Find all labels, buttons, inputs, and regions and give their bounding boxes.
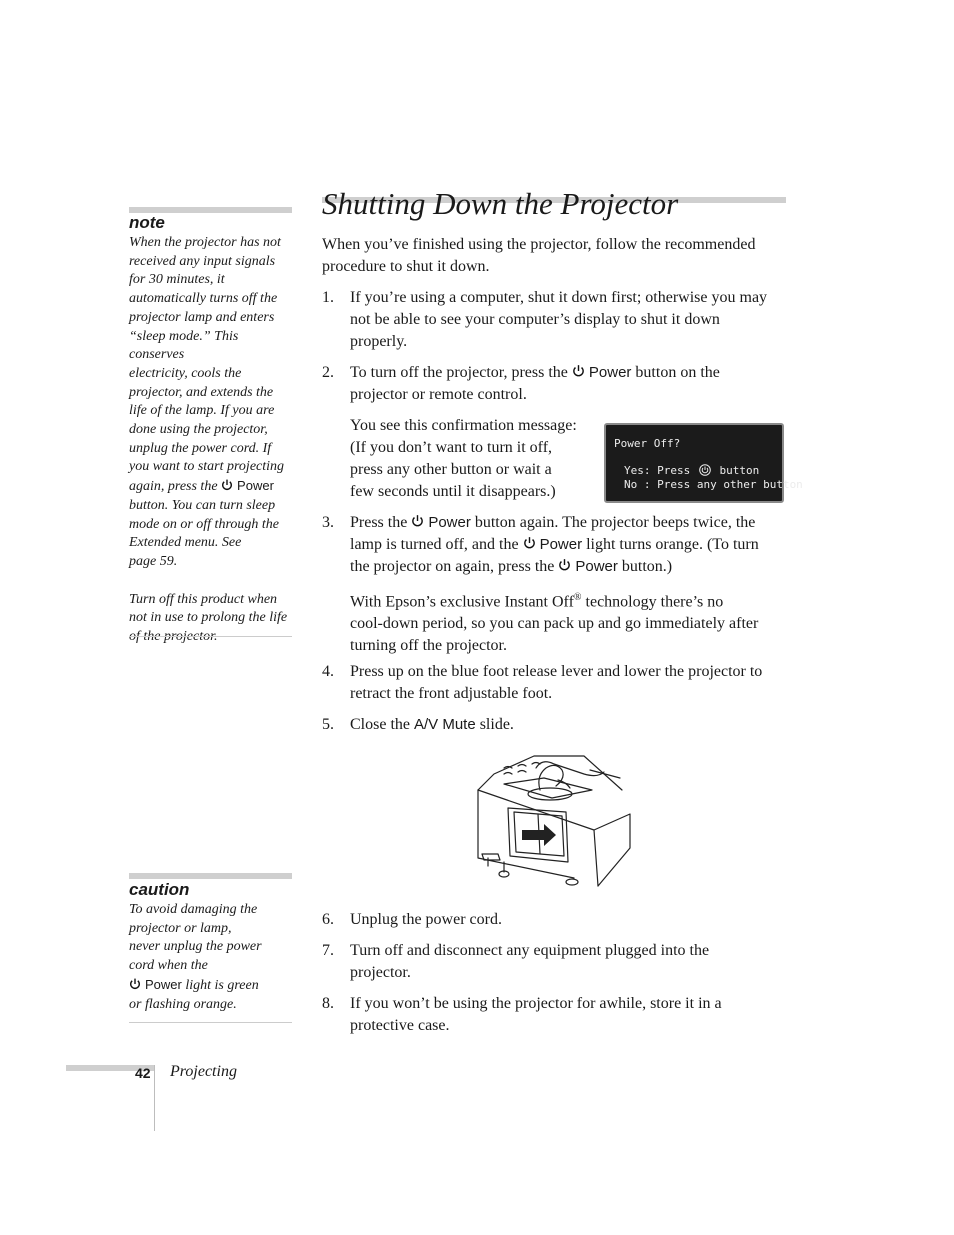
caution-divider [129,1022,292,1023]
dialog-no-line: No : Press any other button [624,478,803,491]
step-number: 6. [322,911,334,928]
step-1-text: If you’re using a computer, shut it down first; otherwise you may not be able to see your computer’s display to shut it down properly. [350,289,768,350]
caution-bar [129,873,292,879]
step-8-text: If you won’t be using the projector for awhile, store it in a protective case. [350,995,722,1034]
note-text: When the projector has not received any input signals for 30 minutes, it automatically turns off the projector lamp and enters “sleep mode.” This conserves electricity, cools the projector, and extends the life of the lamp. If you are done using the projector, unplug the power cord. If you want to start projecting again, press the Power button. You can turn sleep mode on or off through the Extended menu. See page 59. Turn off this product when not in use to prolong the life of the projector. [129,235,288,645]
power-icon [523,536,536,550]
page-title: Shutting Down the Projector [322,186,679,221]
power-icon [572,364,585,378]
step-number: 1. [322,289,334,306]
intro-paragraph: When you’ve finished using the projector, follow the recommended procedure to shut it down. [322,236,756,275]
section-name: Projecting [170,1063,237,1080]
dialog-title: Power Off? [614,437,681,450]
step-number: 3. [322,514,334,531]
instant-off-paragraph: With Epson’s exclusive Instant Off® technology there’s no cool-down period, so you can pack up and go immediately after turning off the projector. [350,592,759,655]
step-number: 7. [322,942,334,959]
step-7-text: Turn off and disconnect any equipment plugged into the projector. [350,942,710,981]
caution-heading: caution [129,880,190,899]
power-icon [558,558,571,572]
confirmation-text: You see this confirmation message: (If you don’t want to turn it off, press any other button or wait a few seconds until it disappears.) [350,417,577,500]
power-icon [221,479,233,491]
page-number: 42 [135,1065,151,1081]
step-number: 4. [322,663,334,680]
step-6-text: Unplug the power cord. [350,911,502,928]
dialog-yes-line: Yes: Press button [624,464,760,477]
note-divider [129,636,292,637]
step-4-text: Press up on the blue foot release lever and lower the projector to retract the front adjustable foot. [350,663,763,702]
step-number: 8. [322,995,334,1012]
step-number: 5. [322,716,334,733]
step-2-text: To turn off the projector, press the Power button on the projector or remote control. [350,364,720,403]
step-3-text: Press the Power button again. The projector beeps twice, the lamp is turned off, and the Power light turns orange. (To turn the projector on again, press the Power button.) [350,514,759,575]
power-icon [129,978,141,990]
power-icon [411,514,424,528]
caution-text: To avoid damaging the projector or lamp, never unplug the power cord when the Power light is green or flashing orange. [129,902,262,1012]
footer-vertical-rule [154,1065,155,1131]
step-number: 2. [322,364,334,381]
step-5-text: Close the A/V Mute slide. [350,716,514,733]
note-heading: note [129,213,165,232]
power-icon [699,464,711,476]
av-mute-slide-illustration [474,750,636,892]
power-off-dialog [604,423,803,503]
